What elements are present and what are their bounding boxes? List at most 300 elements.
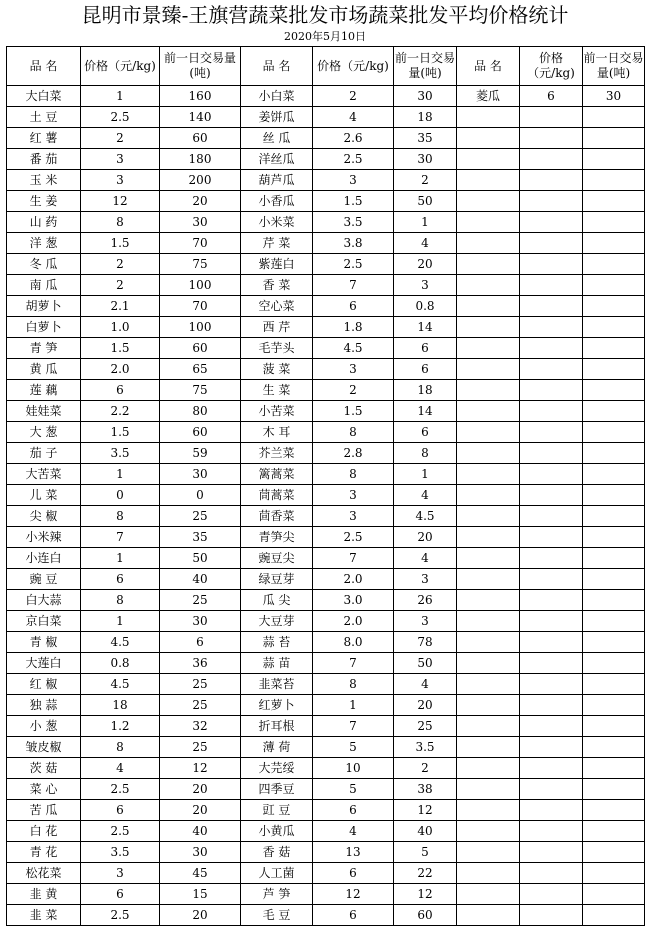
cell-volume [583, 170, 645, 191]
cell-volume [583, 107, 645, 128]
cell-price [520, 653, 583, 674]
cell-volume [583, 296, 645, 317]
cell-volume [583, 611, 645, 632]
cell-name [457, 884, 520, 905]
cell-volume: 70 [160, 296, 241, 317]
cell-volume: 25 [160, 695, 241, 716]
cell-name [457, 422, 520, 443]
cell-price [520, 149, 583, 170]
cell-price: 6 [313, 296, 394, 317]
cell-price [520, 485, 583, 506]
cell-volume: 0.8 [394, 296, 457, 317]
cell-name: 茄 子 [7, 443, 81, 464]
cell-price [520, 569, 583, 590]
cell-name [457, 149, 520, 170]
cell-volume: 1 [394, 464, 457, 485]
cell-price: 7 [313, 716, 394, 737]
cell-price: 2.5 [81, 107, 160, 128]
cell-price: 7 [81, 527, 160, 548]
cell-volume: 50 [394, 191, 457, 212]
cell-price: 6 [81, 884, 160, 905]
table-row [7, 695, 645, 716]
cell-price: 2 [81, 254, 160, 275]
cell-price: 2 [313, 380, 394, 401]
header-price: 价格（元/kg) [81, 47, 160, 86]
cell-price: 5 [313, 737, 394, 758]
cell-name [457, 212, 520, 233]
cell-price: 1.5 [81, 422, 160, 443]
cell-price [520, 443, 583, 464]
cell-volume: 25 [160, 737, 241, 758]
cell-name: 黄 瓜 [7, 359, 81, 380]
cell-price [520, 380, 583, 401]
cell-name: 大白菜 [7, 86, 81, 107]
cell-name: 玉 米 [7, 170, 81, 191]
cell-volume: 18 [394, 107, 457, 128]
cell-name: 京白菜 [7, 611, 81, 632]
table-row [7, 569, 645, 590]
cell-name [457, 380, 520, 401]
cell-price: 8 [81, 506, 160, 527]
cell-name: 姜饼瓜 [241, 107, 313, 128]
cell-price: 8 [313, 464, 394, 485]
cell-price: 2.5 [313, 527, 394, 548]
cell-name: 菱瓜 [457, 86, 520, 107]
cell-name: 娃娃菜 [7, 401, 81, 422]
cell-name [457, 443, 520, 464]
cell-name [457, 359, 520, 380]
cell-name [457, 338, 520, 359]
cell-volume [583, 590, 645, 611]
cell-name: 人工菌 [241, 863, 313, 884]
cell-name: 生 姜 [7, 191, 81, 212]
cell-name: 小苦菜 [241, 401, 313, 422]
cell-price [520, 527, 583, 548]
cell-volume [583, 359, 645, 380]
cell-price: 0.8 [81, 653, 160, 674]
cell-name: 香 菇 [241, 842, 313, 863]
table-row [7, 191, 645, 212]
cell-price: 2.2 [81, 401, 160, 422]
cell-volume: 60 [160, 422, 241, 443]
cell-price [520, 338, 583, 359]
cell-name: 葫芦瓜 [241, 170, 313, 191]
table-row [7, 128, 645, 149]
cell-name: 大 葱 [7, 422, 81, 443]
cell-volume: 40 [160, 569, 241, 590]
cell-price: 2 [313, 86, 394, 107]
cell-name: 茴香菜 [241, 506, 313, 527]
cell-price: 1.5 [81, 233, 160, 254]
cell-name: 木 耳 [241, 422, 313, 443]
cell-price [520, 422, 583, 443]
cell-price [520, 674, 583, 695]
cell-volume: 36 [160, 653, 241, 674]
cell-price [520, 317, 583, 338]
cell-price: 2.0 [313, 611, 394, 632]
cell-volume [583, 716, 645, 737]
cell-volume [583, 800, 645, 821]
cell-name: 茼蒿菜 [241, 485, 313, 506]
cell-price: 2 [81, 128, 160, 149]
cell-price: 3.5 [81, 443, 160, 464]
cell-price: 7 [313, 548, 394, 569]
cell-volume: 60 [160, 128, 241, 149]
cell-volume [583, 422, 645, 443]
cell-volume [583, 527, 645, 548]
cell-volume [583, 695, 645, 716]
cell-price: 1.2 [81, 716, 160, 737]
cell-price: 4 [313, 821, 394, 842]
cell-name: 红萝卜 [241, 695, 313, 716]
table-row [7, 779, 645, 800]
cell-name: 小 葱 [7, 716, 81, 737]
cell-volume [583, 905, 645, 926]
cell-price: 0 [81, 485, 160, 506]
cell-name [457, 842, 520, 863]
cell-name [457, 464, 520, 485]
cell-name [457, 191, 520, 212]
cell-name: 韭 菜 [7, 905, 81, 926]
cell-volume: 18 [394, 380, 457, 401]
cell-price [520, 716, 583, 737]
cell-volume: 100 [160, 275, 241, 296]
cell-name [457, 779, 520, 800]
cell-volume: 100 [160, 317, 241, 338]
cell-volume: 4.5 [394, 506, 457, 527]
cell-price: 18 [81, 695, 160, 716]
table-row [7, 212, 645, 233]
table-row [7, 401, 645, 422]
cell-volume [583, 443, 645, 464]
cell-name: 大豆芽 [241, 611, 313, 632]
cell-price: 3.8 [313, 233, 394, 254]
cell-price: 12 [81, 191, 160, 212]
cell-name: 毛 豆 [241, 905, 313, 926]
cell-volume [583, 632, 645, 653]
cell-name: 青 花 [7, 842, 81, 863]
cell-volume [583, 779, 645, 800]
cell-name: 大芫绥 [241, 758, 313, 779]
cell-volume: 70 [160, 233, 241, 254]
cell-volume [583, 863, 645, 884]
cell-name: 皱皮椒 [7, 737, 81, 758]
cell-name: 芥兰菜 [241, 443, 313, 464]
cell-volume [583, 884, 645, 905]
cell-volume [583, 212, 645, 233]
cell-name [457, 401, 520, 422]
price-table [6, 46, 645, 926]
cell-volume: 2 [394, 170, 457, 191]
cell-name: 小米辣 [7, 527, 81, 548]
cell-volume: 80 [160, 401, 241, 422]
header-volume: 前一日交易量(吨) [394, 47, 457, 86]
cell-name: 香 菜 [241, 275, 313, 296]
cell-price: 1.8 [313, 317, 394, 338]
cell-volume: 30 [394, 86, 457, 107]
cell-volume: 140 [160, 107, 241, 128]
cell-volume [583, 674, 645, 695]
table-row [7, 737, 645, 758]
header-price: 价格（元/kg) [313, 47, 394, 86]
cell-volume [583, 758, 645, 779]
cell-volume [583, 737, 645, 758]
cell-volume: 2 [394, 758, 457, 779]
cell-name: 尖 椒 [7, 506, 81, 527]
cell-volume: 12 [394, 800, 457, 821]
cell-volume [583, 128, 645, 149]
table-row [7, 611, 645, 632]
cell-price: 6 [313, 905, 394, 926]
cell-name: 南 瓜 [7, 275, 81, 296]
cell-name [457, 590, 520, 611]
cell-name [457, 548, 520, 569]
table-row [7, 359, 645, 380]
cell-volume: 20 [160, 905, 241, 926]
cell-price: 2.5 [81, 905, 160, 926]
cell-volume: 30 [160, 464, 241, 485]
cell-price: 7 [313, 275, 394, 296]
cell-name: 小香瓜 [241, 191, 313, 212]
cell-price: 7 [313, 653, 394, 674]
table-row [7, 884, 645, 905]
cell-volume: 3.5 [394, 737, 457, 758]
cell-volume: 8 [394, 443, 457, 464]
cell-price: 4.5 [313, 338, 394, 359]
cell-price [520, 401, 583, 422]
cell-volume: 30 [394, 149, 457, 170]
header-name: 品 名 [7, 47, 81, 86]
cell-volume: 5 [394, 842, 457, 863]
cell-price: 2.5 [313, 149, 394, 170]
cell-volume: 75 [160, 254, 241, 275]
table-row [7, 380, 645, 401]
cell-name: 芹 菜 [241, 233, 313, 254]
cell-price [520, 821, 583, 842]
cell-volume: 40 [394, 821, 457, 842]
cell-name [457, 317, 520, 338]
cell-name [457, 254, 520, 275]
cell-name: 菜 心 [7, 779, 81, 800]
cell-price [520, 128, 583, 149]
cell-volume: 20 [394, 695, 457, 716]
cell-volume: 12 [394, 884, 457, 905]
cell-price: 4 [81, 758, 160, 779]
cell-price [520, 464, 583, 485]
cell-price: 2.5 [81, 779, 160, 800]
cell-volume: 26 [394, 590, 457, 611]
cell-name: 丝 瓜 [241, 128, 313, 149]
cell-price [520, 275, 583, 296]
cell-volume: 180 [160, 149, 241, 170]
table-row [7, 422, 645, 443]
cell-price [520, 905, 583, 926]
cell-volume: 4 [394, 674, 457, 695]
cell-name [457, 800, 520, 821]
cell-volume: 4 [394, 485, 457, 506]
cell-volume: 1 [394, 212, 457, 233]
cell-price: 8.0 [313, 632, 394, 653]
cell-volume [583, 380, 645, 401]
cell-price: 3 [81, 149, 160, 170]
table-row [7, 254, 645, 275]
cell-volume [583, 464, 645, 485]
table-row [7, 170, 645, 191]
cell-price [520, 254, 583, 275]
cell-price [520, 611, 583, 632]
table-row [7, 464, 645, 485]
table-row [7, 842, 645, 863]
cell-name: 豇 豆 [241, 800, 313, 821]
cell-volume: 25 [160, 674, 241, 695]
cell-name [457, 758, 520, 779]
cell-name: 红 薯 [7, 128, 81, 149]
table-row [7, 275, 645, 296]
cell-price: 10 [313, 758, 394, 779]
cell-price [520, 233, 583, 254]
cell-volume [583, 254, 645, 275]
cell-volume [583, 275, 645, 296]
cell-price [520, 590, 583, 611]
table-row [7, 905, 645, 926]
header-price: 价格（元/kg) [520, 47, 583, 86]
cell-price: 2.6 [313, 128, 394, 149]
cell-name: 白大蒜 [7, 590, 81, 611]
cell-volume: 50 [394, 653, 457, 674]
cell-name [457, 863, 520, 884]
cell-price [520, 884, 583, 905]
table-row [7, 317, 645, 338]
cell-price: 3.0 [313, 590, 394, 611]
table-row [7, 443, 645, 464]
cell-price [520, 842, 583, 863]
cell-name: 青 椒 [7, 632, 81, 653]
cell-volume: 75 [160, 380, 241, 401]
cell-volume: 20 [160, 779, 241, 800]
cell-volume [583, 191, 645, 212]
cell-price: 4 [313, 107, 394, 128]
cell-price: 3 [313, 485, 394, 506]
cell-name: 豌豆尖 [241, 548, 313, 569]
cell-name [457, 653, 520, 674]
cell-price: 4.5 [81, 674, 160, 695]
cell-price: 3.5 [313, 212, 394, 233]
cell-name [457, 296, 520, 317]
cell-price [520, 779, 583, 800]
header-volume: 前一日交易量(吨) [583, 47, 645, 86]
cell-volume: 45 [160, 863, 241, 884]
cell-price: 12 [313, 884, 394, 905]
cell-price: 8 [81, 737, 160, 758]
cell-volume: 0 [160, 485, 241, 506]
cell-volume: 12 [160, 758, 241, 779]
cell-price: 1.5 [313, 191, 394, 212]
cell-name: 茨 菇 [7, 758, 81, 779]
cell-price: 1 [81, 611, 160, 632]
cell-volume: 6 [394, 359, 457, 380]
cell-volume [583, 842, 645, 863]
cell-volume: 14 [394, 401, 457, 422]
cell-price: 6 [81, 800, 160, 821]
cell-price [520, 863, 583, 884]
cell-name: 洋丝瓜 [241, 149, 313, 170]
cell-volume [583, 149, 645, 170]
cell-name: 西 芹 [241, 317, 313, 338]
cell-name: 篱蒿菜 [241, 464, 313, 485]
cell-name [457, 821, 520, 842]
cell-name [457, 674, 520, 695]
cell-volume: 40 [160, 821, 241, 842]
cell-volume: 60 [394, 905, 457, 926]
cell-volume: 30 [160, 611, 241, 632]
report-title: 昆明市景臻-王旗营蔬菜批发市场蔬菜批发平均价格统计 [81, 3, 569, 27]
cell-name: 四季豆 [241, 779, 313, 800]
cell-name: 白萝卜 [7, 317, 81, 338]
cell-price [520, 296, 583, 317]
cell-volume: 50 [160, 548, 241, 569]
report-date: 2020年5月10日 [284, 30, 366, 43]
cell-volume [583, 401, 645, 422]
cell-name: 瓜 尖 [241, 590, 313, 611]
header-name: 品 名 [457, 47, 520, 86]
cell-name [457, 737, 520, 758]
cell-name: 豌 豆 [7, 569, 81, 590]
cell-volume: 200 [160, 170, 241, 191]
cell-price: 6 [313, 863, 394, 884]
cell-price [520, 548, 583, 569]
cell-volume: 3 [394, 569, 457, 590]
table-row [7, 485, 645, 506]
cell-volume: 20 [394, 254, 457, 275]
cell-name [457, 632, 520, 653]
cell-price [520, 107, 583, 128]
cell-price: 2.1 [81, 296, 160, 317]
header-row [7, 47, 645, 86]
cell-price: 3 [313, 170, 394, 191]
cell-volume: 35 [160, 527, 241, 548]
table-row [7, 590, 645, 611]
cell-name: 绿豆芽 [241, 569, 313, 590]
cell-volume: 6 [160, 632, 241, 653]
cell-name [457, 611, 520, 632]
cell-name [457, 128, 520, 149]
cell-price [520, 737, 583, 758]
cell-name [457, 506, 520, 527]
table-row [7, 86, 645, 107]
cell-price: 2.5 [313, 254, 394, 275]
cell-volume [583, 821, 645, 842]
cell-name: 蒜 苗 [241, 653, 313, 674]
cell-price: 6 [313, 800, 394, 821]
cell-volume: 4 [394, 548, 457, 569]
cell-name: 菠 菜 [241, 359, 313, 380]
cell-price: 2.0 [81, 359, 160, 380]
cell-name: 韭 黄 [7, 884, 81, 905]
cell-name: 空心菜 [241, 296, 313, 317]
cell-name: 小白菜 [241, 86, 313, 107]
cell-volume [583, 485, 645, 506]
cell-price: 2.5 [81, 821, 160, 842]
table-row [7, 548, 645, 569]
cell-name [457, 485, 520, 506]
cell-price: 3 [81, 170, 160, 191]
cell-name: 毛芋头 [241, 338, 313, 359]
cell-name: 山 药 [7, 212, 81, 233]
cell-volume: 3 [394, 275, 457, 296]
cell-name [457, 275, 520, 296]
cell-price [520, 212, 583, 233]
table-row [7, 821, 645, 842]
